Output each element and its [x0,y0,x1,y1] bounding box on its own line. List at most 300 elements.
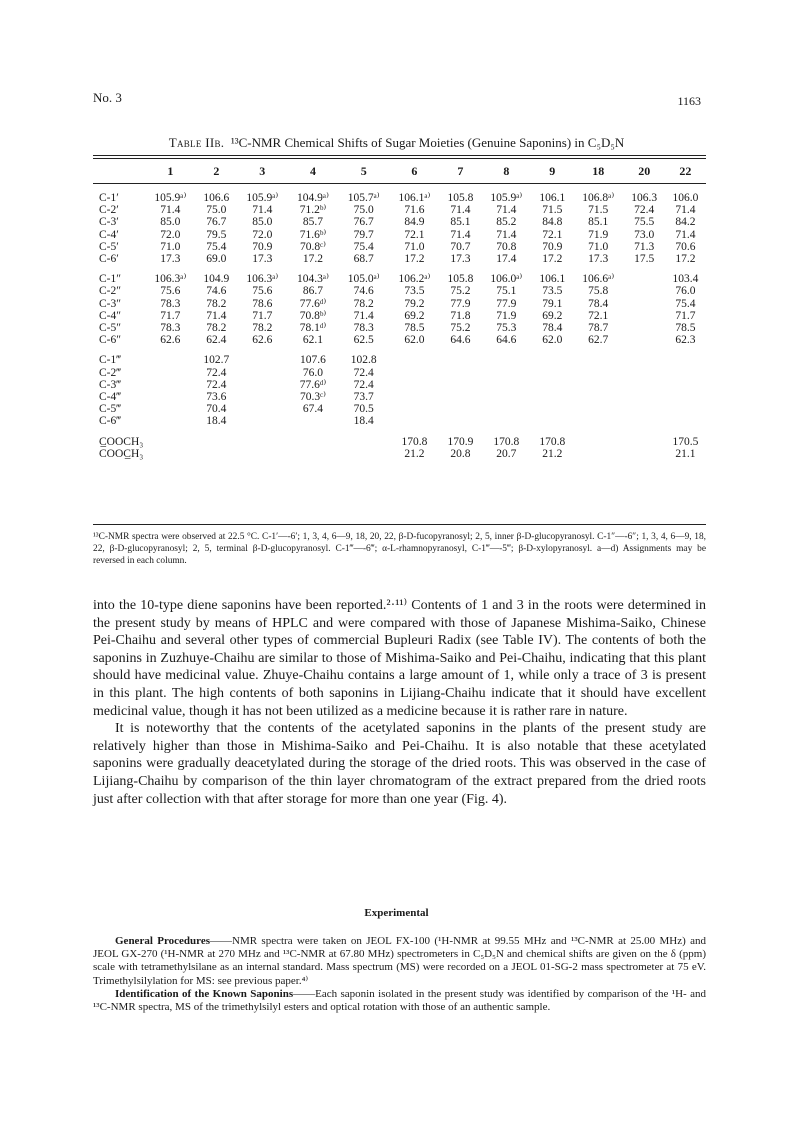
shift-cell: 85.0 [160,216,181,229]
shift-cell [665,367,706,379]
shift-cell: 104.9ᵃ⁾ [297,192,329,204]
shift-cell [237,391,288,403]
table-row [93,192,706,204]
shift-cell [389,403,440,415]
table-row [93,367,706,379]
shift-cell: 104.3ᵃ⁾ [297,273,329,286]
shift-cell: 105.9ᵃ⁾ [154,192,187,204]
shift-cell: 170.9 [447,435,474,448]
shift-cell: 75.6 [252,285,273,298]
shift-cell [532,391,573,403]
shift-cell: 71.8 [450,309,471,322]
spacer-cell [93,265,706,273]
column-header: 2 [213,163,220,178]
shift-cell [237,367,288,379]
column-header: 1 [167,163,174,178]
shift-cell [237,354,288,366]
shift-cell: 71.6ᵇ⁾ [299,228,327,241]
table-row [93,285,706,297]
table-row [93,334,706,346]
shift-cell: 106.8ᵃ⁾ [582,192,615,204]
shift-cell: 79.2 [404,297,425,310]
page-number: 1163 [677,94,701,108]
spacer-row [93,265,706,273]
shift-cell [573,415,624,427]
shift-cell: 102.8 [350,354,377,367]
shift-cell [532,379,573,391]
table-row [93,448,706,460]
shift-cell: 107.6 [300,354,326,367]
table-row [93,391,706,403]
shift-cell [481,403,532,415]
shift-cell: 78.4 [588,297,609,310]
table-row [93,229,706,241]
shift-cell: 17.4 [496,253,517,266]
shift-cell: 62.7 [588,334,609,347]
shift-cell: 62.4 [206,334,227,347]
shift-cell: 105.9ᵃ⁾ [490,192,523,204]
shift-cell: 17.3 [450,253,471,266]
row-label: COOC̲H₃ [99,447,144,460]
shift-cell: 64.6 [496,334,517,347]
shift-cell: 78.1ᵈ⁾ [299,322,327,335]
shift-cell: 85.1 [450,216,471,229]
shift-cell: 70.4 [206,403,227,416]
table-row [93,241,706,253]
shift-cell [624,322,665,334]
shift-cell [440,354,481,366]
spacer-cell [93,428,706,436]
column-header: 3 [259,163,266,178]
shift-cell: 71.7 [252,309,273,322]
table-title: ¹³C-NMR Chemical Shifts of Sugar Moieties (Genuine Saponins) in C₅D₅N [230,135,625,150]
shift-cell: 77.6ᵈ⁾ [299,378,327,391]
table-row [93,216,706,228]
table-row [93,379,706,391]
shift-cell [440,391,481,403]
table-body [93,182,706,460]
shift-cell [624,379,665,391]
shift-cell [440,367,481,379]
shift-cell: 17.5 [634,253,655,266]
shift-cell [481,391,532,403]
shift-cell: 62.6 [160,334,181,347]
shift-cell: 78.3 [160,322,181,335]
table-row [93,403,706,415]
column-header: 8 [503,163,510,178]
column-header: 22 [679,163,692,178]
shift-cell [665,415,706,427]
shift-cell: 17.3 [588,253,609,266]
shift-cell [665,379,706,391]
shift-cell: 72.4 [353,378,374,391]
shift-cell: 75.4 [206,240,227,253]
shift-cell: 70.8ᵇ⁾ [299,309,327,322]
shift-cell: 71.3 [634,240,655,253]
shift-cell: 106.1 [539,273,566,286]
shift-cell: 70.8 [496,240,517,253]
table-row [93,415,706,427]
shift-cell: 73.5 [542,285,563,298]
shift-cell: 78.2 [206,297,227,310]
shift-cell [665,403,706,415]
row-label: C-1‴ [99,354,122,367]
shift-cell: 105.0ᵃ⁾ [347,273,380,286]
shift-cell: 78.3 [160,297,181,310]
shift-cell: 67.4 [302,403,324,416]
shift-cell [624,403,665,415]
row-label: C-6‴ [99,415,122,428]
header-blank [93,160,145,182]
shift-cell [624,415,665,427]
shift-cell: 71.4 [675,228,696,241]
shift-cell: 74.6 [206,285,227,298]
table-row [93,253,706,265]
shift-cell: 78.4 [542,322,563,335]
shift-cell: 69.2 [404,309,425,322]
shift-cell: 170.5 [672,435,699,448]
shift-cell [389,415,440,427]
shift-cell: 71.2ᵇ⁾ [299,204,327,217]
shift-cell: 85.0 [252,216,273,229]
spacer-row [93,346,706,354]
table-top-rule [93,155,706,156]
shift-cell: 106.3ᵃ⁾ [154,273,187,286]
shift-cell: 72.4 [206,378,227,391]
shift-cell: 85.2 [496,216,517,229]
shift-cell: 77.6ᵈ⁾ [299,297,327,310]
shift-cell: 106.6 [203,192,230,204]
shift-cell [481,379,532,391]
row-label: C-6′ [99,253,119,266]
shift-cell: 79.7 [353,228,374,241]
shift-cell: 75.6 [160,285,181,298]
shift-cell [288,448,339,460]
shift-cell [145,367,196,379]
shift-cell [145,403,196,415]
shift-cell: 21.1 [675,447,696,460]
shift-cell [389,367,440,379]
column-header: 6 [411,163,418,178]
shift-cell: 105.9ᵃ⁾ [246,192,279,204]
body-text [93,597,706,808]
column-header: 7 [457,163,464,178]
shift-cell: 62.0 [542,334,563,347]
shift-cell: 86.7 [302,285,324,298]
shift-cell: 106.3 [631,192,658,204]
shift-cell: 75.1 [496,285,517,298]
shift-cell [145,436,196,448]
table-row [93,322,706,334]
shift-cell: 103.4 [672,273,699,286]
shift-cell: 84.2 [675,216,696,229]
shift-cell [440,403,481,415]
shift-cell: 70.5 [353,403,374,416]
shift-cell: 62.3 [675,334,696,347]
shift-cell: 75.3 [496,322,517,335]
shift-cell [573,403,624,415]
shift-cell [237,448,288,460]
shift-cell: 77.9 [450,297,471,310]
shift-cell: 78.5 [675,322,696,335]
shift-cell: 20.7 [496,447,517,460]
shift-cell: 78.2 [252,322,273,335]
shift-cell: 71.5 [542,204,563,217]
shift-cell: 71.9 [496,309,517,322]
shift-cell: 106.3ᵃ⁾ [246,273,279,286]
shift-cell: 62.6 [252,334,273,347]
shift-cell [145,391,196,403]
shift-cell: 75.2 [450,285,471,298]
shift-cell: 72.0 [160,228,181,241]
shift-cell [573,367,624,379]
row-label: C-6″ [99,334,122,347]
shift-cell: 20.8 [450,447,471,460]
paragraph [93,935,706,988]
shift-cell: 71.4 [160,204,181,217]
shift-cell: 74.6 [353,285,374,298]
column-header: 20 [638,163,651,178]
shift-cell: 21.2 [404,447,425,460]
spacer-row [93,182,706,192]
shift-cell: 75.4 [353,240,374,253]
shift-cell: 85.7 [302,216,324,229]
column-header: 5 [360,163,367,178]
shift-cell [624,310,665,322]
shift-cell [288,436,339,448]
shift-cell [573,391,624,403]
shift-cell: 76.7 [206,216,227,229]
shift-cell: 71.4 [450,204,471,217]
shift-cell: 106.2ᵃ⁾ [398,273,431,286]
shift-cell: 70.7 [450,240,471,253]
shift-cell: 21.2 [542,447,563,460]
row-label: C-3″ [99,297,122,310]
shift-cell: 71.0 [404,240,425,253]
column-header: 9 [549,163,556,178]
shift-cell: 71.9 [588,228,609,241]
shift-cell [237,379,288,391]
shift-cell: 75.2 [450,322,471,335]
nmr-shift-table [93,160,706,460]
shift-cell [532,415,573,427]
row-label: C-4″ [99,309,122,322]
column-header: 4 [309,163,316,178]
shift-cell [624,285,665,297]
shift-cell [145,415,196,427]
shift-cell: 76.0 [302,366,324,379]
shift-cell [532,354,573,366]
shift-cell: 17.2 [675,253,696,266]
shift-cell: 105.7ᵃ⁾ [347,192,380,204]
row-label: C-2‴ [99,366,122,379]
row-label: C-2′ [99,204,119,217]
shift-cell [481,367,532,379]
column-header: 18 [592,163,605,178]
shift-cell: 71.4 [675,204,696,217]
shift-cell [389,391,440,403]
shift-cell: 70.3ᶜ⁾ [300,391,326,404]
shift-cell: 106.1 [539,192,566,204]
row-label: C-4′ [99,228,119,241]
shift-cell: 78.6 [252,297,273,310]
shift-cell: 72.1 [404,228,425,241]
row-label: C-3′ [99,216,119,229]
shift-cell: 170.8 [401,435,428,448]
shift-cell [338,436,389,448]
shift-cell: 170.8 [539,435,566,448]
shift-cell [624,273,665,285]
shift-cell [624,448,665,460]
shift-cell: 75.4 [675,297,696,310]
table-row [93,310,706,322]
shift-cell: 78.3 [353,322,374,335]
shift-cell: 78.2 [353,297,374,310]
shift-cell: 78.5 [404,322,425,335]
paragraph-text: ——Each saponin isolated in the present study was identified by comparison of the ¹H- and ¹³C-NMR spectra, MS of the trimethylsilyl esters and optical rotation with those of an authentic sample. [93,987,706,1014]
shift-cell: 62.5 [353,334,374,347]
shift-cell: 18.4 [206,415,227,428]
shift-cell: 73.5 [404,285,425,298]
shift-cell: 71.6 [404,204,425,217]
shift-cell: 71.4 [496,204,517,217]
shift-cell [624,298,665,310]
shift-cell: 64.6 [450,334,471,347]
row-label: C-5″ [99,322,122,335]
shift-cell [389,379,440,391]
spacer-cell [93,346,706,354]
shift-cell [440,379,481,391]
shift-cell [573,354,624,366]
shift-cell: 70.6 [675,240,696,253]
shift-cell: 76.7 [353,216,374,229]
shift-cell: 77.9 [496,297,517,310]
table-caption [0,135,793,151]
shift-cell: 71.7 [675,309,696,322]
shift-cell: 84.8 [542,216,563,229]
shift-cell: 72.1 [588,309,609,322]
shift-cell: 62.1 [302,334,324,347]
run-in-heading: Identification of the Known Saponins [115,987,294,1000]
table-bottom-rule [93,524,706,525]
paragraph: into the 10-type diene saponins have been reported.²·¹¹⁾ Contents of 1 and 3 in the roots were determined in the present study by means of HPLC and were compared with those of Japanese Mishima-Saiko, Chinese Pei-Chaihu and several other types of commercial Bupleuri Radix (see Table IV). The contents of both the saponins in Zuzhuye-Chaihu are similar to those of Mishima-Saiko and Pei-Chaihu, indicating that this plant should have medicinal value. Zhuye-Chaihu contains a large amount of 1, while only a trace of 3 is present in this plant. The high contents of both saponins in Lijiang-Chaihu indicate that it should have excellent medicinal value, though it has not been utilized as a medicine because it is rather rare in nature. [93,598,706,719]
shift-cell: 71.7 [160,309,181,322]
shift-cell: 17.3 [160,253,181,266]
shift-cell [573,448,624,460]
run-in-heading: General Procedures [115,935,210,947]
shift-cell: 105.8 [447,192,474,204]
shift-cell: 71.4 [206,309,227,322]
shift-cell: 73.7 [353,391,374,404]
paragraph [93,988,706,1014]
shift-cell: 71.4 [252,204,273,217]
row-label: C̲OOCH₃ [99,435,144,448]
shift-cell: 106.0ᵃ⁾ [490,273,523,286]
shift-cell: 84.9 [404,216,425,229]
table-footnote: ¹³C-NMR spectra were observed at 22.5 °C. C-1′—-6′; 1, 3, 4, 6—9, 18, 20, 22, β-D-fucopyranosyl; 2, 5, inner β-D-glucopyranosyl. C-1″—-6″; 1, 3, 4, 6—9, 18, 22, β-D-glucopyranosyl; 2, 5, terminal β-D-glucopyranosyl. C-1‴—-6‴; α-L-rhamnopyranosyl, C-1‴—-5‴; β-D-xylopyranosyl. a—d) Assignments may be reversed in each column. [93,532,706,566]
paragraph: It is noteworthy that the contents of the acetylated saponins in the plants of the present study are relatively higher than those in Mishima-Saiko and Pei-Chaihu. It is also notable that these acetylated saponins were gradually deacetylated during the storage of the dried roots. This was observed in the case of Lijiang-Chaihu by comparison of the thin layer chromatogram of the extract prepared from the dried roots just after collection with that after storage for more than one year (Fig. 4). [93,721,706,807]
paragraph-text: ——NMR spectra were taken on JEOL FX-100 (¹H-NMR at 99.55 MHz and ¹³C-NMR at 25.00 MHz) and JEOL GX-270 (¹H-NMR at 270 MHz and ¹³C-NMR at 67.80 MHz) spectrometers in C₅D₅N and chemical shifts are given on the δ (ppm) scale with tetramethylsilane as an internal standard. Mass spectrum (MS) were recorded on a JEOL 01-SG-2 mass spectrometer at 75 eV. Trimethylsilylation for MS: see previous paper.⁴⁾ [93,935,706,987]
experimental-section [93,935,706,1014]
shift-cell: 106.0 [672,192,699,204]
table-row [93,354,706,366]
spacer-cell [93,182,706,192]
shift-cell: 71.5 [588,204,609,217]
shift-cell: 72.4 [206,366,227,379]
shift-cell: 105.8 [447,273,474,286]
shift-cell [665,391,706,403]
shift-cell [481,354,532,366]
shift-cell: 75.0 [206,204,227,217]
shift-cell [624,391,665,403]
shift-cell: 78.2 [206,322,227,335]
shift-cell: 71.4 [353,309,374,322]
shift-cell: 72.4 [353,366,374,379]
table-header-row [93,160,706,182]
shift-cell [237,403,288,415]
journal-issue: No. 3 [93,90,122,105]
shift-cell: 70.9 [542,240,563,253]
shift-cell [624,436,665,448]
shift-cell: 102.7 [203,354,230,367]
shift-cell: 71.0 [588,240,609,253]
shift-cell: 18.4 [353,415,374,428]
shift-cell: 79.5 [206,228,227,241]
shift-cell: 73.6 [206,391,227,404]
row-label: C-1′ [99,192,119,204]
shift-cell: 17.2 [404,253,425,266]
table-row [93,436,706,448]
shift-cell: 72.4 [634,204,655,217]
shift-cell [624,367,665,379]
shift-cell [145,379,196,391]
section-heading: Experimental [364,907,429,919]
shift-cell: 79.1 [542,297,563,310]
shift-cell: 170.8 [493,435,520,448]
shift-cell [573,379,624,391]
shift-cell: 72.1 [542,228,563,241]
shift-cell: 75.8 [588,285,609,298]
shift-cell [573,436,624,448]
shift-cell: 76.0 [675,285,696,298]
shift-cell: 68.7 [353,253,374,266]
shift-cell [440,415,481,427]
shift-cell [196,436,237,448]
row-label: C-5′ [99,240,119,253]
shift-cell [288,415,339,427]
shift-cell [624,354,665,366]
shift-cell [237,436,288,448]
shift-cell: 62.0 [404,334,425,347]
table-row [93,273,706,285]
shift-cell: 17.2 [542,253,563,266]
spacer-row [93,428,706,436]
shift-cell: 106.1ᵃ⁾ [398,192,431,204]
shift-cell: 71.4 [450,228,471,241]
shift-cell [624,334,665,346]
shift-cell: 106.6ᵃ⁾ [582,273,615,286]
shift-cell [145,354,196,366]
shift-cell: 75.5 [634,216,655,229]
table-label: Table IIb. [168,135,225,150]
row-label: C-5‴ [99,403,122,416]
shift-cell [145,448,196,460]
row-label: C-3‴ [99,378,122,391]
shift-cell: 72.0 [252,228,273,241]
shift-cell: 104.9 [203,273,230,286]
shift-cell: 71.4 [496,228,517,241]
row-label: C-2″ [99,285,122,298]
